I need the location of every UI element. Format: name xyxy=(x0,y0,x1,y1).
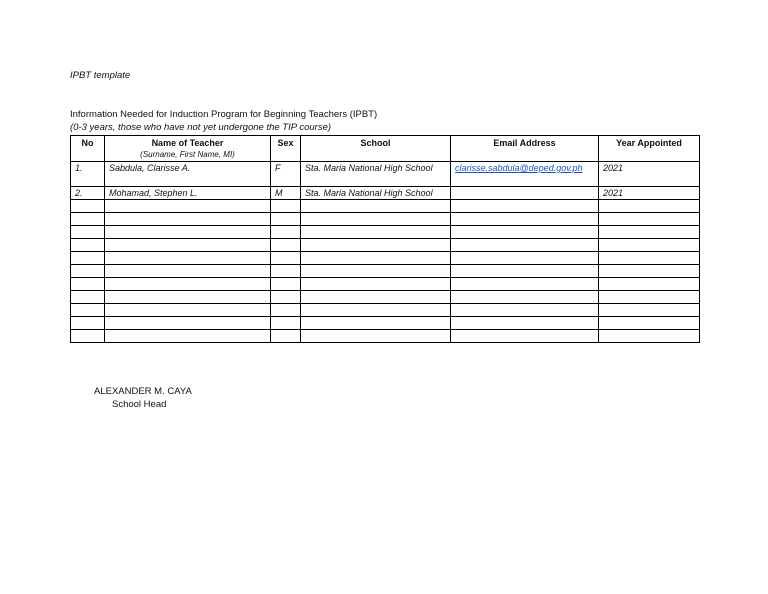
cell-sex: M xyxy=(271,187,301,200)
empty-row xyxy=(71,317,700,330)
empty-row xyxy=(71,213,700,226)
cell-sex: F xyxy=(271,162,301,187)
header-no: No xyxy=(71,136,105,162)
header-school: School xyxy=(301,136,451,162)
signatory-name: ALEXANDER M. CAYA xyxy=(94,386,192,397)
table-row xyxy=(71,187,700,200)
cell-name: Mohamad, Stephen L. xyxy=(105,187,271,200)
empty-row xyxy=(71,265,700,278)
teachers-table xyxy=(70,135,700,343)
cell-email xyxy=(451,162,599,187)
empty-row xyxy=(71,226,700,239)
empty-row xyxy=(71,200,700,213)
cell-year: 2021 xyxy=(599,162,700,187)
header-name-label: Name of Teacher xyxy=(151,138,224,148)
template-label: IPBT template xyxy=(70,70,131,81)
cell-school: Sta. Maria National High School xyxy=(301,187,451,200)
header-sex: Sex xyxy=(271,136,301,162)
form-title: Information Needed for Induction Program for Beginning Teachers (IPBT) xyxy=(70,109,378,120)
signatory-title: School Head xyxy=(112,399,167,410)
cell-no: 1. xyxy=(71,162,105,187)
cell-email xyxy=(451,187,599,200)
email-link[interactable]: clarisse.sabdula@deped.gov.ph xyxy=(455,163,583,173)
header-name-sublabel: (Surname, First Name, MI) xyxy=(140,150,235,159)
cell-school: Sta. Maria National High School xyxy=(301,162,451,187)
empty-row xyxy=(71,330,700,343)
table-header-row xyxy=(71,136,700,162)
header-name xyxy=(105,136,271,162)
empty-row xyxy=(71,278,700,291)
empty-row xyxy=(71,291,700,304)
form-subtitle: (0-3 years, those who have not yet undergone the TIP course) xyxy=(70,122,332,133)
cell-year: 2021 xyxy=(599,187,700,200)
header-year: Year Appointed xyxy=(599,136,700,162)
empty-row xyxy=(71,239,700,252)
empty-row xyxy=(71,252,700,265)
cell-name: Sabdula, Clarisse A. xyxy=(105,162,271,187)
header-email: Email Address xyxy=(451,136,599,162)
empty-row xyxy=(71,304,700,317)
cell-no: 2. xyxy=(71,187,105,200)
table-row xyxy=(71,162,700,187)
